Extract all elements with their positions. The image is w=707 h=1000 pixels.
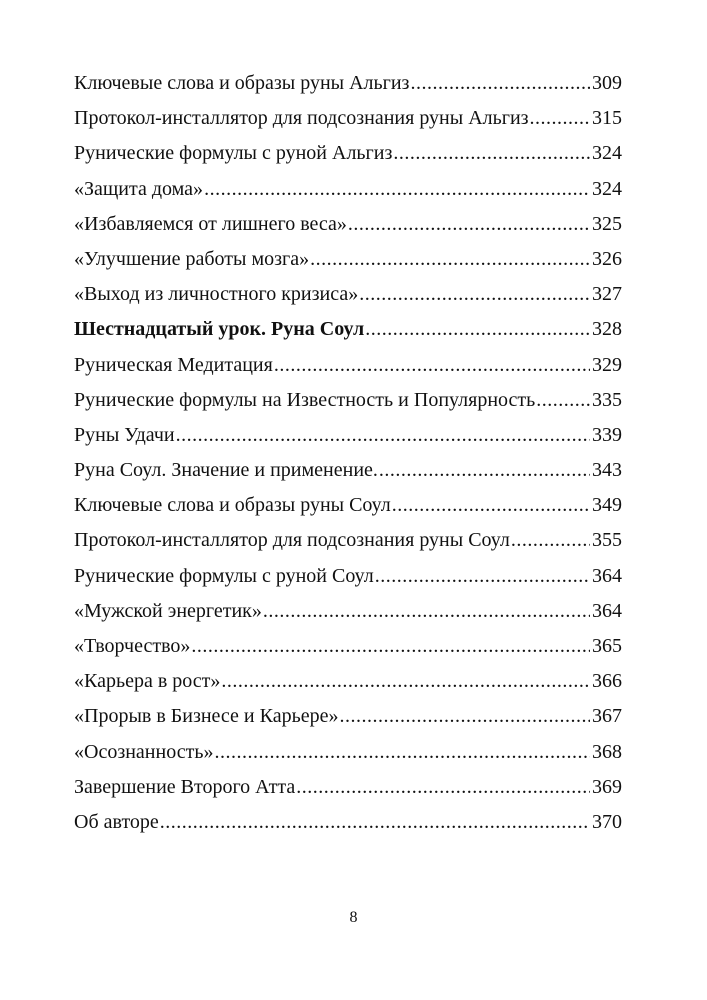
toc-entry[interactable]	[74, 735, 622, 770]
toc-entry-page: 369	[592, 775, 622, 798]
toc-entry[interactable]	[74, 136, 622, 171]
toc-entry-page: 309	[592, 72, 622, 94]
toc-entry[interactable]	[74, 277, 622, 312]
toc-entry-page: 370	[592, 810, 622, 833]
toc-entry[interactable]	[74, 664, 622, 699]
toc-entry-page: 328	[592, 318, 622, 341]
toc-entry[interactable]	[74, 559, 622, 594]
toc-entry-page: 335	[592, 388, 622, 411]
toc-entry[interactable]	[74, 805, 622, 840]
toc-entry[interactable]	[74, 629, 622, 664]
toc-dot-leader	[263, 594, 590, 629]
toc-dot-leader	[365, 312, 590, 347]
toc-entry[interactable]	[74, 348, 622, 383]
toc-entry-title: Завершение Второго Атта	[74, 775, 296, 798]
toc-entry-title: «Выход из личностного кризиса»	[74, 283, 359, 306]
toc-entry-page: 324	[592, 142, 622, 165]
toc-entry-title: «Прорыв в Бизнесе и Карьере»	[74, 705, 339, 728]
toc-entry-page: 365	[592, 635, 622, 657]
toc-entry-page: 364	[592, 564, 622, 587]
toc-dot-leader	[379, 453, 590, 488]
toc-entry-title: «Осознанность»	[74, 740, 214, 763]
toc-entry-title: Ключевые слова и образы руны Альгиз	[74, 72, 410, 94]
toc-entry-title: Шестнадцатый урок. Руна Соул	[74, 318, 365, 341]
table-of-contents	[74, 66, 622, 840]
toc-entry[interactable]	[74, 770, 622, 805]
toc-dot-leader	[530, 101, 590, 136]
toc-entry-page: 343	[592, 459, 622, 482]
toc-entry-title: «Творчество»	[74, 635, 191, 657]
page-number: 8	[349, 909, 358, 926]
toc-dot-leader	[410, 66, 590, 101]
toc-entry-page: 329	[592, 353, 622, 376]
toc-entry[interactable]	[74, 699, 622, 734]
toc-entry-page: 326	[592, 247, 622, 270]
toc-entry[interactable]	[74, 172, 622, 207]
toc-entry[interactable]	[74, 207, 622, 242]
toc-dot-leader	[536, 383, 590, 418]
toc-entry-page: 367	[592, 705, 622, 728]
toc-dot-leader	[204, 172, 590, 207]
toc-dot-leader	[214, 735, 590, 770]
toc-dot-leader	[310, 242, 590, 277]
toc-dot-leader	[160, 805, 590, 840]
toc-dot-leader	[339, 699, 590, 734]
toc-entry-title: Протокол-инсталлятор для подсознания руны Альгиз	[74, 107, 529, 130]
toc-dot-leader	[296, 770, 590, 805]
toc-dot-leader	[221, 664, 590, 699]
toc-entry-page: 349	[592, 494, 622, 517]
toc-entry-title: Рунические формулы с руной Соул	[74, 564, 374, 587]
toc-entry-title: «Защита дома»	[74, 177, 204, 200]
toc-entry-title: Протокол-инсталлятор для подсознания руны Соул	[74, 529, 510, 552]
toc-entry-title: Об авторе	[74, 810, 159, 833]
toc-entry[interactable]	[74, 488, 622, 523]
toc-entry-title: «Карьера в рост»	[74, 670, 221, 693]
toc-dot-leader	[375, 559, 590, 594]
toc-entry-title: Руны Удачи	[74, 423, 175, 446]
toc-entry-page: 325	[592, 212, 622, 235]
toc-entry-title: «Улучшение работы мозга»	[74, 247, 310, 270]
toc-entry[interactable]	[74, 101, 622, 136]
toc-entry-page: 368	[592, 740, 622, 763]
toc-entry-title: Ключевые слова и образы руны Соул	[74, 494, 391, 517]
toc-entry-lesson-heading[interactable]	[74, 312, 622, 347]
toc-entry-title: «Мужской энергетик»	[74, 599, 262, 622]
toc-entry[interactable]	[74, 418, 622, 453]
toc-dot-leader	[274, 348, 590, 383]
toc-entry-title: Рунические формулы на Известность и Популярность	[74, 388, 536, 411]
toc-entry-page: 315	[592, 107, 622, 130]
toc-dot-leader	[359, 277, 590, 312]
toc-entry-title: «Избавляемся от лишнего веса»	[74, 212, 347, 235]
toc-entry[interactable]	[74, 523, 622, 558]
toc-dot-leader	[511, 523, 590, 558]
toc-dot-leader	[392, 488, 590, 523]
toc-entry[interactable]	[74, 66, 622, 101]
toc-dot-leader	[191, 629, 590, 664]
toc-dot-leader	[393, 136, 590, 171]
toc-entry[interactable]	[74, 242, 622, 277]
toc-entry-page: 339	[592, 423, 622, 446]
toc-entry-page: 366	[592, 670, 622, 693]
toc-entry-page: 327	[592, 283, 622, 306]
toc-entry-page: 364	[592, 599, 622, 622]
toc-entry-page: 324	[592, 177, 622, 200]
toc-entry-page: 355	[592, 529, 622, 552]
toc-dot-leader	[176, 418, 590, 453]
toc-entry-title: Руна Соул. Значение и применение.	[74, 459, 378, 482]
toc-entry[interactable]	[74, 594, 622, 629]
toc-entry[interactable]	[74, 383, 622, 418]
toc-entry-title: Руническая Медитация	[74, 353, 273, 376]
toc-entry-title: Рунические формулы с руной Альгиз	[74, 142, 393, 165]
toc-entry[interactable]	[74, 453, 622, 488]
toc-dot-leader	[348, 207, 590, 242]
